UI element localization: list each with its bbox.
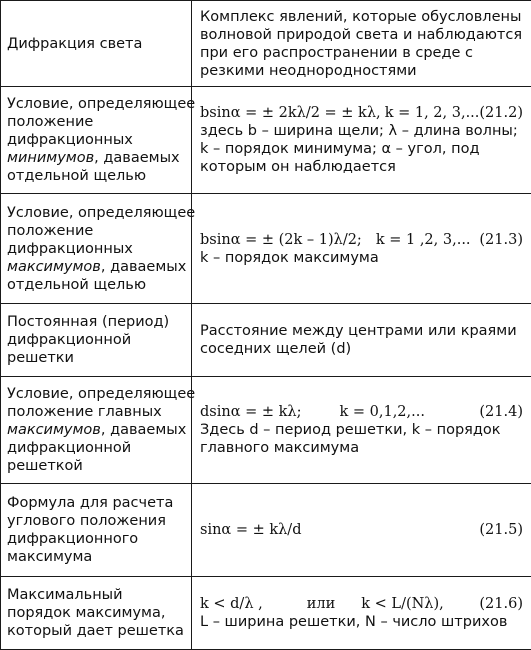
definition-cell	[192, 194, 531, 304]
term-tail: , даваемых	[94, 150, 179, 166]
definition-line: которым он наблюдается	[200, 158, 527, 176]
equation-number: (21.2)	[479, 104, 527, 122]
term-line	[7, 258, 187, 276]
term-tail: , даваемых	[101, 259, 186, 275]
formula-condition: k = 1, 2, 3,...	[385, 104, 480, 122]
definition-line: при его распространении в среде с	[200, 44, 527, 62]
term-line	[7, 421, 187, 439]
term-line: дифракционных	[7, 131, 187, 149]
term-line: положение	[7, 222, 187, 240]
formula: k < d/λ ,	[200, 595, 263, 613]
term-line: Условие, определяющее	[7, 385, 187, 403]
term-cell	[1, 484, 192, 577]
definition-cell	[192, 87, 531, 194]
definition-line: соседних щелей (d)	[200, 340, 527, 358]
formula-condition: k < L/(Nλ),	[361, 595, 443, 613]
definition-cell	[192, 577, 531, 650]
term-line: дифракционных	[7, 240, 187, 258]
formula-connector: или	[307, 595, 336, 613]
table-row	[1, 377, 531, 484]
table-row	[1, 194, 531, 304]
formula: bsinα = ± 2kλ/2 = ± kλ,	[200, 104, 381, 122]
term-line: решеткой	[7, 457, 187, 475]
term-cell	[1, 87, 192, 194]
equation-number: (21.3)	[479, 231, 527, 249]
term-emphasis: максимумов	[7, 422, 101, 438]
definition-line: Комплекс явлений, которые обусловлены	[200, 8, 527, 26]
definition-line: волновой природой света и наблюдаются	[200, 26, 527, 44]
definition-line: L – ширина решетки, N – число штрихов	[200, 613, 527, 631]
term-line: Формула для расчета	[7, 494, 187, 512]
equation-number: (21.4)	[479, 403, 527, 421]
term-line: положение	[7, 113, 187, 131]
table-row	[1, 577, 531, 650]
term-line	[7, 149, 187, 167]
definition-line: Здесь d – период решетки, k – порядок	[200, 421, 527, 439]
definition-line: Расстояние между центрами или краями	[200, 322, 527, 340]
term-line: Условие, определяющее	[7, 95, 187, 113]
formula-line	[200, 403, 527, 421]
formula-line	[200, 595, 527, 613]
term-line: порядок максимума,	[7, 604, 187, 622]
definition-line: k – порядок максимума	[200, 249, 527, 267]
term-line: Максимальный	[7, 586, 187, 604]
equation-number: (21.5)	[479, 521, 527, 539]
term-line: который дает решетка	[7, 622, 187, 640]
term-emphasis: максимумов	[7, 259, 101, 275]
definition-cell	[192, 1, 531, 87]
definition-line: здесь b – ширина щели; λ – длина волны;	[200, 122, 527, 140]
table-row	[1, 304, 531, 377]
term-line: отдельной щелью	[7, 167, 187, 185]
term-line: положение главных	[7, 403, 187, 421]
table-row	[1, 1, 531, 87]
definition-cell	[192, 304, 531, 377]
definition-cell	[192, 484, 531, 577]
formula-line	[200, 104, 527, 122]
formula-line	[200, 231, 527, 249]
term-line: Дифракция света	[7, 35, 187, 53]
formula-line	[200, 521, 527, 539]
equation-number: (21.6)	[479, 595, 527, 613]
formula: sinα = ± kλ/d	[200, 521, 301, 539]
table-row	[1, 484, 531, 577]
term-cell	[1, 304, 192, 377]
term-emphasis: минимумов	[7, 150, 94, 166]
term-cell	[1, 1, 192, 87]
definition-cell	[192, 377, 531, 484]
formula: dsinα = ± kλ;	[200, 403, 301, 421]
term-line: Условие, определяющее	[7, 204, 187, 222]
definition-line: k – порядок минимума; α – угол, под	[200, 140, 527, 158]
term-cell	[1, 194, 192, 304]
term-line: Постоянная (период)	[7, 313, 187, 331]
term-line: дифракционной	[7, 331, 187, 349]
term-line: отдельной щелью	[7, 276, 187, 294]
term-line: максимума	[7, 548, 187, 566]
term-tail: , даваемых	[101, 422, 186, 438]
term-cell	[1, 377, 192, 484]
formula: bsinα = ± (2k – 1)λ/2;	[200, 231, 362, 249]
definition-line: резкими неоднородностями	[200, 62, 527, 80]
term-line: решетки	[7, 349, 187, 367]
term-line: дифракционного	[7, 530, 187, 548]
table-row	[1, 87, 531, 194]
term-cell	[1, 577, 192, 650]
term-line: дифракционной	[7, 439, 187, 457]
formula-condition: k = 0,1,2,...	[339, 403, 425, 421]
formula-condition: k = 1 ,2, 3,...	[376, 231, 471, 249]
definition-line: главного максимума	[200, 439, 527, 457]
term-line: углового положения	[7, 512, 187, 530]
